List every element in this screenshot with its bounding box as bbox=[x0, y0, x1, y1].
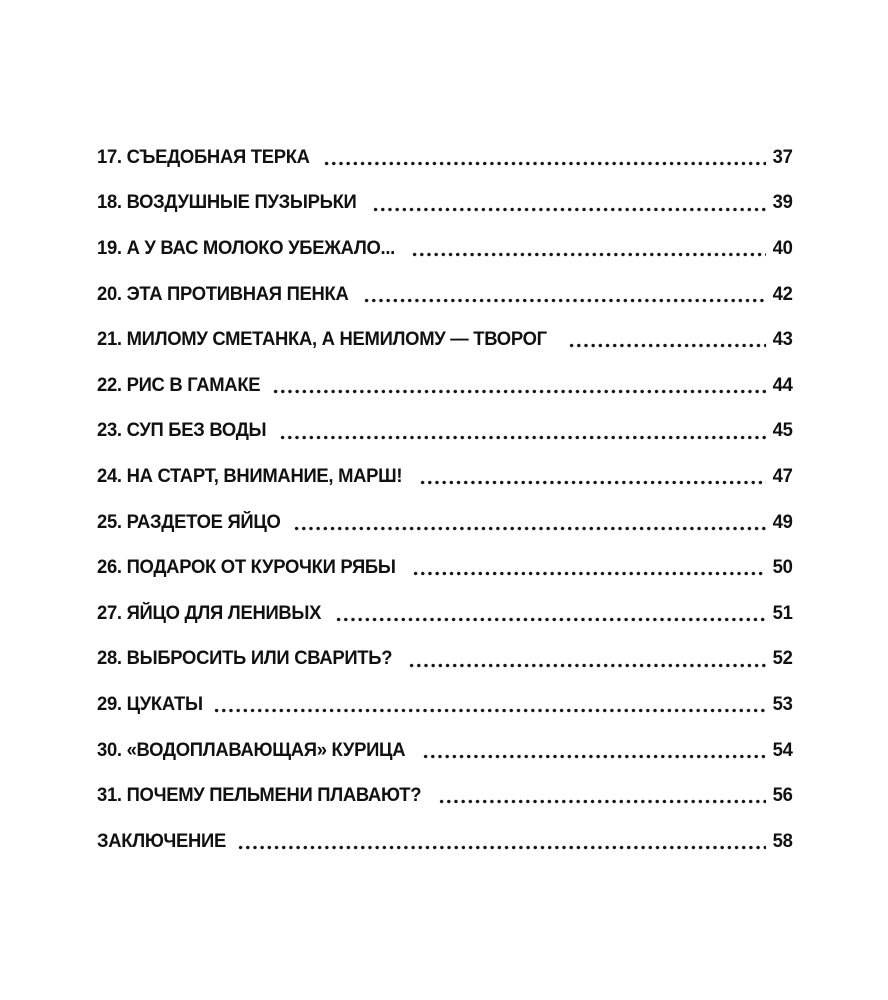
toc-dot-leader bbox=[422, 741, 767, 760]
toc-dot-leader bbox=[419, 467, 767, 486]
toc-entry-row bbox=[97, 500, 793, 546]
toc-dot-leader bbox=[272, 376, 766, 395]
toc-entry-label: 21. МИЛОМУ СМЕТАНКА, А НЕМИЛОМУ — ТВОРОГ bbox=[97, 329, 547, 351]
toc-entry-label: 31. ПОЧЕМУ ПЕЛЬМЕНИ ПЛАВАЮТ? bbox=[97, 785, 422, 807]
toc-entry-label: 25. РАЗДЕТОЕ ЯЙЦО bbox=[97, 511, 281, 533]
toc-entry-page: 50 bbox=[773, 557, 793, 579]
toc-entry-row bbox=[97, 773, 793, 819]
toc-dot-leader bbox=[438, 787, 766, 806]
toc-entry-page: 45 bbox=[773, 420, 793, 442]
toc-entry-row bbox=[97, 135, 793, 181]
toc-entry-row bbox=[97, 637, 793, 683]
toc-dot-leader bbox=[293, 513, 766, 532]
toc-entry-label: 29. ЦУКАТЫ bbox=[97, 693, 203, 715]
toc-dot-leader bbox=[363, 285, 766, 304]
toc-entry-row bbox=[97, 545, 793, 591]
toc-entry-page: 58 bbox=[773, 830, 793, 852]
toc-entry-page: 53 bbox=[773, 693, 793, 715]
toc-entry-label: 20. ЭТА ПРОТИВНАЯ ПЕНКА bbox=[97, 283, 349, 305]
toc-entry-label: 18. ВОЗДУШНЫЕ ПУЗЫРЬКИ bbox=[97, 192, 357, 214]
toc-entry-row bbox=[97, 454, 793, 500]
toc-list bbox=[97, 135, 793, 865]
toc-entry-label: 17. СЪЕДОБНАЯ ТЕРКА bbox=[97, 146, 310, 168]
toc-entry-page: 49 bbox=[773, 511, 793, 533]
toc-entry-label: 19. А У ВАС МОЛОКО УБЕЖАЛО... bbox=[97, 237, 396, 259]
toc-entry-row bbox=[97, 272, 793, 318]
toc-entry-label: 27. ЯЙЦО ДЛЯ ЛЕНИВЫХ bbox=[97, 602, 322, 624]
toc-entry-page: 37 bbox=[773, 146, 793, 168]
toc-dot-leader bbox=[237, 832, 766, 851]
toc-entry-label: 23. СУП БЕЗ ВОДЫ bbox=[97, 420, 267, 442]
toc-dot-leader bbox=[568, 331, 767, 350]
toc-entry-label: 22. РИС В ГАМАКЕ bbox=[97, 374, 261, 396]
toc-entry-row bbox=[97, 728, 793, 774]
toc-entry-row bbox=[97, 591, 793, 637]
toc-entry-row bbox=[97, 682, 793, 728]
toc-entry-row bbox=[97, 317, 793, 363]
toc-entry-page: 51 bbox=[773, 602, 793, 624]
toc-entry-row bbox=[97, 409, 793, 455]
toc-entry-page: 47 bbox=[773, 465, 793, 487]
toc-dot-leader bbox=[335, 604, 766, 623]
toc-dot-leader bbox=[279, 422, 767, 441]
toc-entry-label: 24. НА СТАРТ, ВНИМАНИЕ, МАРШ! bbox=[97, 465, 403, 487]
toc-entry-row bbox=[97, 226, 793, 272]
toc-dot-leader bbox=[408, 650, 766, 669]
toc-entry-page: 43 bbox=[773, 329, 793, 351]
toc-entry-page: 39 bbox=[773, 192, 793, 214]
toc-dot-leader bbox=[213, 695, 766, 714]
toc-entry-page: 52 bbox=[773, 648, 793, 670]
toc-entry-label: ЗАКЛЮЧЕНИЕ bbox=[97, 830, 226, 852]
toc-entry-page: 42 bbox=[773, 283, 793, 305]
toc-entry-row bbox=[97, 363, 793, 409]
toc-entry-page: 44 bbox=[773, 374, 793, 396]
toc-entry-label: 30. «ВОДОПЛАВАЮЩАЯ» КУРИЦА bbox=[97, 739, 406, 761]
toc-dot-leader bbox=[412, 559, 767, 578]
toc-entry-row bbox=[97, 181, 793, 227]
toc-entry-row bbox=[97, 819, 793, 865]
toc-entry-page: 40 bbox=[773, 237, 793, 259]
toc-entry-label: 28. ВЫБРОСИТЬ ИЛИ СВАРИТЬ? bbox=[97, 648, 393, 670]
toc-entry-page: 54 bbox=[773, 739, 793, 761]
toc-dot-leader bbox=[323, 148, 766, 167]
toc-entry-label: 26. ПОДАРОК ОТ КУРОЧКИ РЯБЫ bbox=[97, 557, 396, 579]
toc-dot-leader bbox=[411, 239, 766, 258]
toc-entry-page: 56 bbox=[773, 785, 793, 807]
toc-dot-leader bbox=[372, 194, 767, 213]
